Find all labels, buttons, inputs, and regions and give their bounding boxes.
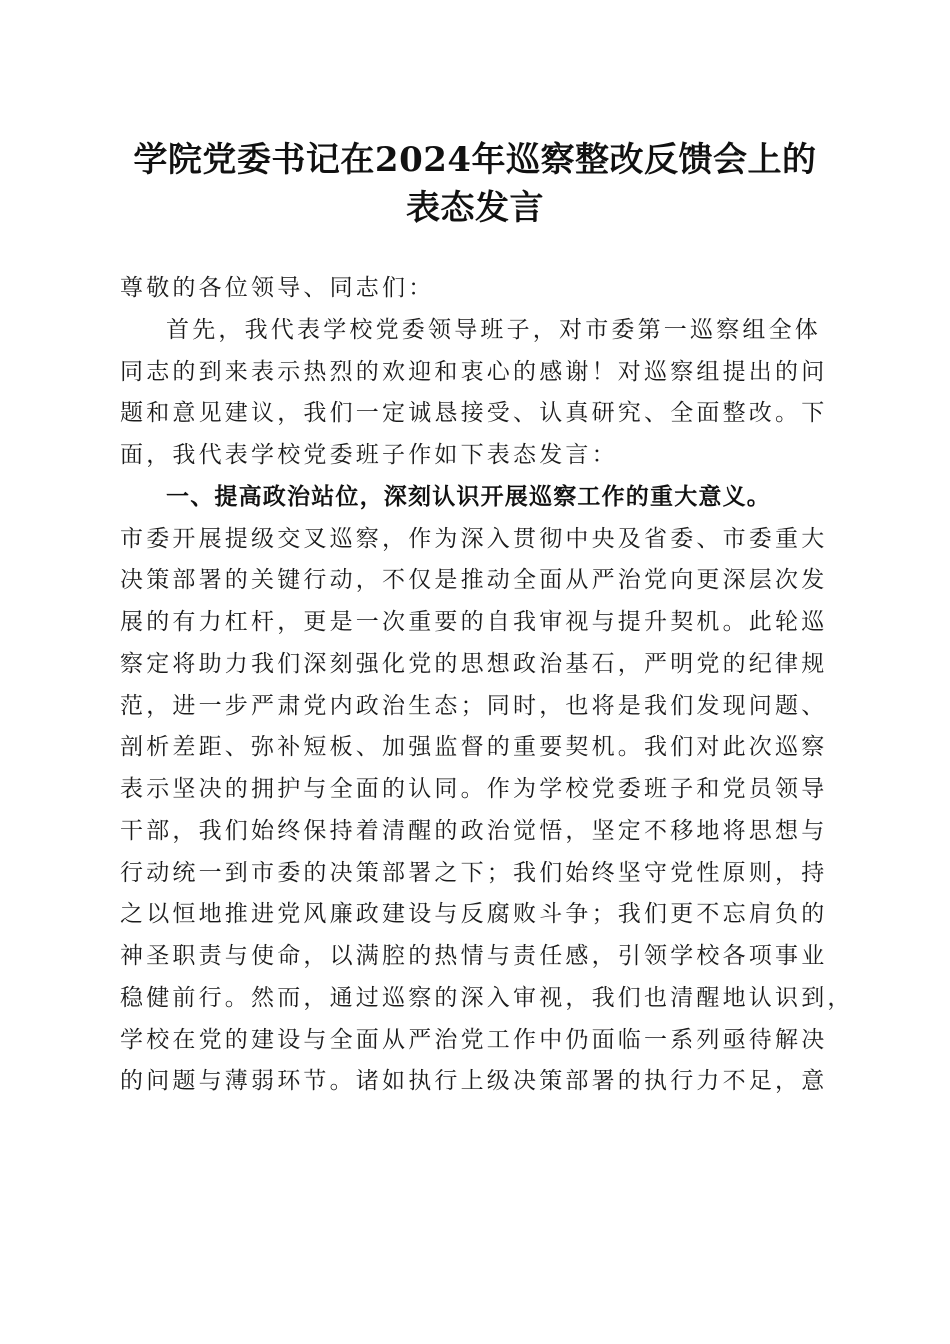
paragraph-line: 干部，我们始终保持着清醒的政治觉悟，坚定不移地将思想与 (120, 817, 828, 844)
paragraph-line: 首先，我代表学校党委领导班子，对市委第一巡察组全体 (166, 316, 821, 343)
paragraph-line: 的问题与薄弱环节。诸如执行上级决策部署的执行力不足，意 (120, 1068, 828, 1095)
paragraph-line: 神圣职责与使命，以满腔的热情与责任感，引领学校各项事业 (120, 943, 828, 969)
salutation: 尊敬的各位领导、同志们： (120, 275, 435, 301)
title-line-2: 表态发言 (406, 188, 544, 228)
paragraph-line: 察定将助力我们深刻强化党的思想政治基石，严明党的纪律规 (120, 650, 828, 677)
paragraph-intro (120, 310, 826, 477)
paragraph-section-1 (120, 519, 854, 1104)
section-heading: 一、提高政治站位，深刻认识开展巡察工作的重大意义。 (166, 483, 771, 510)
paragraph-line: 表示坚决的拥护与全面的认同。作为学校党委班子和党员领导 (120, 776, 828, 802)
paragraph-line: 学校在党的建设与全面从严治党工作中仍面临一系列亟待解决 (120, 1026, 828, 1053)
document-body (120, 268, 854, 1103)
paragraph-line: 展的有力杠杆，更是一次重要的自我审视与提升契机。此轮巡 (120, 609, 828, 635)
title-line-1: 学院党委书记在2024年巡察整改反馈会上的 (133, 140, 817, 180)
paragraph-line: 行动统一到市委的决策部署之下；我们始终坚守党性原则，持 (120, 859, 828, 886)
paragraph-line: 范，进一步严肃党内政治生态；同时，也将是我们发现问题、 (120, 692, 828, 719)
paragraph-line: 市委开展提级交叉巡察，作为深入贯彻中央及省委、市委重大 (120, 525, 828, 552)
paragraph-line: 之以恒地推进党风廉政建设与反腐败斗争；我们更不忘肩负的 (120, 901, 828, 928)
paragraph-line: 剖析差距、弥补短板、加强监督的重要契机。我们对此次巡察 (120, 734, 828, 761)
paragraph-line: 同志的到来表示热烈的欢迎和衷心的感谢！对巡察组提出的问 (120, 358, 828, 385)
document-title (100, 136, 850, 232)
paragraph-line: 面，我代表学校党委班子作如下表态发言： (120, 442, 618, 468)
paragraph-line: 稳健前行。然而，通过巡察的深入审视，我们也清醒地认识到， (120, 984, 854, 1011)
paragraph-line: 决策部署的关键行动，不仅是推动全面从严治党向更深层次发 (120, 567, 828, 594)
paragraph-line: 题和意见建议，我们一定诚恳接受、认真研究、全面整改。下 (120, 400, 828, 427)
